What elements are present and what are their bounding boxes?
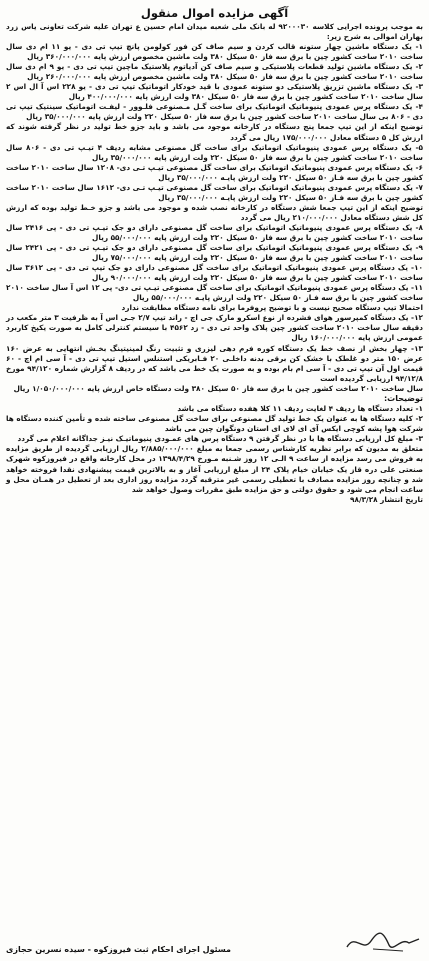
notice-item: ۴- یک دستگاه پرس عمودی پنیوماتیک اتوماتیک برای ساخت گـل مـصنوعی فلـوور - لیفـت اتوماتیک سینتیک تیپ تی دی - ۸۰۶ بی سال ساخت ۲۰۱۰ ساخت کشور چین با برق سه فاز ۵۰ سیکل ۲۲۰ ولت ارزش پایه ۳۵/۰۰۰/۰۰۰ ریال bbox=[6, 102, 423, 122]
notice-item: ۱۲- یک دستگاه کمپرسور هوای فشرده از نوع اسکرو مارک جی اچ - راند تیپ ۲/۷ جـی اس آ به ظرفیت ۳ متر مکعب در دقیقه سال ساخت ۲۰۱۰ ساخت کشور چین پلاک واحد تی دی - زد ۴۵۶۲ با سیستم کنترلی کامل به صورت یکپخ کاربرد عمومی ارزش پایه ۱۶۰/۰۰۰/۰۰۰ ریال bbox=[6, 313, 423, 343]
notice-item: ۳- یک دستگاه ماشین تزریق پلاستیکی دو ستونه عمودی با قید خودکار اتوماتیک تیپ تی دی - یو ۲۲۸ اس آ ال اس ۲ سال ساخت ۲۰۱۰ ساخت کشور چین با برق سه فاز ۵۰ سیکل ۳۸۰ ولت ارزش پایه ۴۰۰/۰۰۰/۰۰۰ ریال bbox=[6, 82, 423, 102]
notice-item: ۱۱- یک دستگاه پرس عمودی پنیوماتیک اتوماتیک برای ساخت گل مصنوعی تیـپ تی دی- پی ۱۲ اس آ سال ساخت ۲۰۱۰ ساخت کشور چین با برق سه فـاز ۵۰ سیکل ۲۲۰ ولت ارزش پایـه ۵۵/۰۰۰/۰۰۰ ریال bbox=[6, 283, 423, 303]
notice-item: ۹- یک دستگاه پرس عمودی پنیوماتیک اتوماتیک برای ساخت گل مصنوعی دارای دو جک تیـپ تی دی - پی ۲۴۲۱ سال ساخت ۲۰۱۰ ساخت کشور چین با برق سه فاز ۵۰ سیکل ۲۲۰ ولت ارزش پایه ۷۵/۰۰۰/۰۰۰ ریال bbox=[6, 243, 423, 263]
notes-title: توضیحات: bbox=[383, 393, 423, 403]
notes-list bbox=[6, 404, 423, 444]
notice-item: ۱۰- یک دستگاه پرس عمودی پنیوماتیک اتوماتیک برای ساخت گل مصنوعی دارای دو جک تیپ تی دی - پی ۳۶۱۲ سال ساخت ۲۰۱۰ ساخت کشور چین با برق سه فاز ۵۰ سیکل ۲۲۰ ولت ارزش پایه ۹۰/۰۰۰/۰۰۰ ریال bbox=[6, 263, 423, 283]
signature-mark bbox=[343, 929, 423, 955]
note-item: ۳- مبلغ کل ارزیابی دستگاه ها با در نظر گرفتن ۹ دستگاه پرس های عمـودی پنیوماتیـک نیـز جداگانه اعلام می گردد bbox=[17, 434, 423, 444]
notice-item: ۵- یک دستگاه پرس عمودی پنیوماتیک اتوماتیک برای ساخت گل مصنوعی مشابه ردیف ۴ تیـپ تی دی - ۸۰۶ سال ساخت ۲۰۱۰ ساخت کشور چین با برق سه فاز ۵۰ سیکل ۲۲۰ ولت ارزش پایه ۳۵/۰۰۰/۰۰۰ ریال bbox=[6, 142, 423, 162]
notice-item: ۱- یک دستگاه ماشین چهار ستونه قالب کردن و سیم صاف کن فور کولومن پانچ تیپ تی دی - یو ۱۱ ام دی سال ساخت ۲۰۱۰ ساخت کشور چین با برق سه فاز ۵۰ سیکل ۳۸۰ ولت ماشین مخصوص ارزش پایه ۳۶۰/۰۰۰/۰۰۰ ریال bbox=[6, 42, 423, 62]
signature-office: مسئول اجرای احکام ثبت فیروزکوه - سیده نسرین حجازی bbox=[6, 945, 231, 954]
notice-item: توضیح اینکه از این تیپ جمعا پنج دستگاه در کارخانه موجود می باشد و باید جزو خط تولید در نظر گرفته شوند که ارزش کل ۵ دستگاه معادل ۱۷۵/۰۰۰/۰۰۰ ریال می گردد bbox=[6, 122, 423, 142]
notice-item: ۷- یک دستگاه پرس عمودی پنیوماتیک اتوماتیک برای ساخت گل مصنوعی تیـپ تـی دی- ۱۶۱۲ سال ساخت ۲۰۱۰ ساخت کشور چین با برق سه فـاز ۵۰ سیکل ۲۲۰ ولت ارزش پایـه ۳۵/۰۰۰/۰۰۰ ریال bbox=[6, 182, 423, 202]
notice-footer bbox=[6, 929, 423, 955]
closing-paragraph: متعلق به مدیون که برابر نظریه کارشناس رسمی جمعا به مبلغ ۲/۸۸۵/۰۰۰/۰۰۰ ریال ارزیابی گردیده از طریق مزایده به فروش می رسد مزایده از ساعت ۹ الـی ۱۲ روز شـنبه مـورخ ۱۳۹۸/۴/۲۹ در محل کارخانه واقع در فیروزکوه شهرک صنعتی علی دره قاز یک خیابان خیام پلاک ۲۴ از مبلغ ارزیابی آغاز و به بالاترین قیمت پیشنهادی نقدا فروخته خواهد شد و چنانچه روز مزایده مصادف با تعطیلی رسمی غیر مترقبه گردد مزایده روز اداری بعد از تعطیل در همـان محل و ساعت انجام می شود و حقوق دولتی و حق مزایده طبق مقررات وصول خواهد شد bbox=[6, 444, 424, 494]
notice-item: ۸- یک دستگاه پرس عمودی پنیوماتیک اتوماتیک برای ساخت گل مصنوعی دارای دو جک تیـپ تی دی - پی ۲۴۱۶ سال ساخت ۲۰۱۰ ساخت کشور چین با برق سه فاز ۵۰ سیکل ۲۲۰ ولت ارزش پایه ۵۵/۰۰۰/۰۰۰ ریال bbox=[6, 222, 423, 242]
notice-items bbox=[6, 42, 423, 394]
notice-item: ۶- یک دستگاه پرس عمودی پنیوماتیک اتوماتیک برای ساخت گل مصنوعی تیـپ تـی دی- ۱۲۰۸ سال ساخت ۲۰۱۰ ساخت کشور چین با برق سه فـاز ۵۰ سیکل ۲۲۰ ولت ارزش پایـه ۳۵/۰۰۰/۰۰۰ ریال bbox=[6, 162, 423, 182]
notice-item: ۲- یک دستگاه ماشین تولید قطعات پلاستیکی و سیم صاف کن آدیاتوم پلاستیک ماچین تیپ تی دی - یو ۹ ام دی سال ساخت ۲۰۱۰ ساخت کشور چین با برق سه فاز ۵۰ سیکل ۳۸۰ ولت ماشین مخصوص ارزش پایه ۲۶۰/۰۰۰/۰۰۰ ریال bbox=[6, 62, 423, 82]
publish-date: تاریخ انتشار ۹۸/۳/۲۸ bbox=[350, 494, 423, 504]
notice-item: توضیح اینکه از این تیپ جمعا شش دستگاه در کارخانه نصب شده و موجود می باشد و جزو خـط تولید بوده که ارزش کل شش دستگاه معادل ۲۱۰/۰۰۰/۰۰۰ ریال می گردد bbox=[6, 202, 423, 222]
notice-item: احتمالا تیپ دستگاه صحیح نیست و با توضیح پروفرما برای نامه دستگاه مطابقت ندارد bbox=[121, 303, 423, 313]
notice-item: سال ساخت ۲۰۱۰ ساخت کشور چین با برق سه فاز ۵۰ سیکل ۳۸۰ ولت دستگاه خاص ارزش پایه ۱/۰۵۰/۰۰۰/۰۰۰ ریال bbox=[13, 383, 423, 393]
notice-title: آگهی مزایده اموال منقول bbox=[140, 6, 289, 20]
note-item: ۲- کلیه دستگاه ها به عنوان یک خط تولید گل مصنوعی برای ساخت گل مصنوعی ساخته شده و تأمین کننده دستگاه ها شرکت هوا پشه کوچی ایکس آی ای لای ای استان دونگوان چین می باشد bbox=[6, 414, 423, 434]
note-item: ۱- تعداد دستگاه ها ردیف ۴ لغایت ردیف ۱۱ کلا هفده دستگاه می باشد bbox=[177, 404, 423, 414]
notice-item: ۱۳- چهار بخش از نصف خط یک دستگاه کوره فرم دهی لیزری و تثبیت رنگ لمینیتینگ بخـش انتهایی به عرض ۱۶۰ عرض ۱۵۰ متر دو غلطک با خشک کن برقی بدنه داخلـی ۲۰ فـابریکی استنلس استیل تیپ تی دی - آ سی ام اچ - ۶۰ قیمت اول آن تیپ تی دی - آ سی ام بام بوده و به صورت یک خط می باشد که در ردیف ۸ گزارش شماره ۹۴/۱۲۰ مورخ ۹۴/۱۲/۸ ارزیابی گردیده است bbox=[6, 343, 423, 383]
notice-intro: به موجب پرونده اجرایی کلاسه ۹۲۰۰۰۳۰ له بانک ملی شعبه میدان امام حسین ع تهران علیه شرکت تعاونی یاس زرد بهاران اموالی به شرح زیر: bbox=[6, 22, 423, 42]
